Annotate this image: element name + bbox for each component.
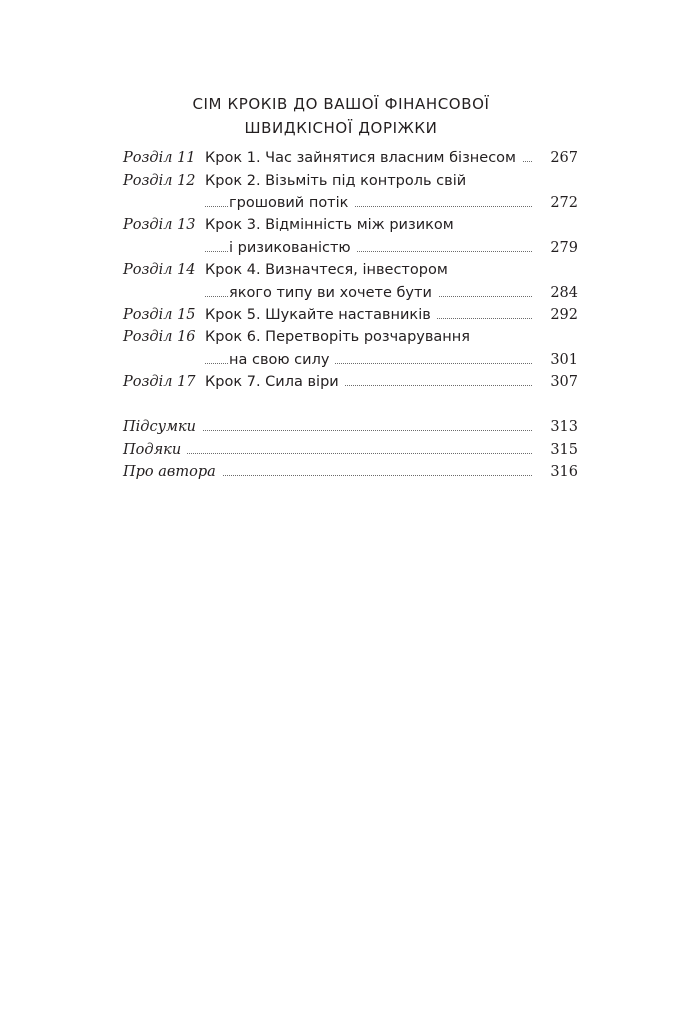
chapter-title-continued: і ризикованістю — [229, 237, 357, 259]
page-number: 292 — [550, 307, 578, 323]
chapter-label: Розділ 16 — [123, 329, 196, 345]
toc-entry-chapter-13-continued — [0, 237, 682, 259]
page-number: 279 — [550, 240, 578, 256]
page-number: 315 — [550, 442, 578, 458]
toc-entry-chapter-16 — [0, 326, 682, 348]
toc-entry-chapter-14 — [0, 259, 682, 281]
back-matter-title: Про автора — [123, 461, 222, 483]
chapter-title: Крок 5. Шукайте наставників — [205, 304, 437, 326]
toc-entry-chapter-12-continued — [0, 192, 682, 214]
section-heading-line-2: ШВИДКІСНОЇ ДОРІЖКИ — [244, 119, 438, 137]
toc-entry-acknowledgements — [0, 439, 682, 461]
chapter-label: Розділ 14 — [123, 262, 196, 278]
chapter-title: Крок 4. Визначтеся, інвестором — [205, 259, 454, 281]
chapter-title-continued: на свою силу — [229, 349, 335, 371]
toc-entry-about-author — [0, 461, 682, 483]
page-number: 301 — [550, 352, 578, 368]
toc-entry-chapter-17 — [0, 371, 682, 393]
page-number: 284 — [550, 285, 578, 301]
chapter-label: Розділ 17 — [123, 374, 196, 390]
page-number: 272 — [550, 195, 578, 211]
chapter-title: Крок 3. Відмінність між ризиком — [205, 214, 460, 236]
back-matter-title: Підсумки — [123, 416, 202, 438]
page-number: 316 — [550, 464, 578, 480]
page-number: 267 — [550, 150, 578, 166]
toc-entry-summary — [0, 416, 682, 438]
toc-entry-chapter-13 — [0, 214, 682, 236]
page-number: 307 — [550, 374, 578, 390]
toc-entry-chapter-14-continued — [0, 282, 682, 304]
chapter-title: Крок 2. Візьміть під контроль свій — [205, 170, 472, 192]
chapter-label: Розділ 13 — [123, 217, 196, 233]
chapter-title-continued: якого типу ви хочете бути — [229, 282, 438, 304]
chapter-label: Розділ 11 — [123, 150, 196, 166]
toc-entry-chapter-12 — [0, 170, 682, 192]
page-number: 313 — [550, 419, 578, 435]
chapter-title: Крок 7. Сила віри — [205, 371, 345, 393]
section-heading-line-1: СІМ КРОКІВ ДО ВАШОЇ ФІНАНСОВОЇ — [192, 95, 490, 113]
back-matter-title: Подяки — [123, 439, 187, 461]
toc-entry-chapter-11 — [0, 147, 682, 169]
chapter-title: Крок 1. Час зайнятися власним бізнесом — [205, 147, 522, 169]
chapter-title: Крок 6. Перетворіть розчарування — [205, 326, 476, 348]
toc-entry-chapter-16-continued — [0, 349, 682, 371]
chapter-label: Розділ 15 — [123, 307, 196, 323]
chapter-label: Розділ 12 — [123, 173, 196, 189]
toc-entry-chapter-15 — [0, 304, 682, 326]
chapter-title-continued: грошовий потік — [229, 192, 354, 214]
